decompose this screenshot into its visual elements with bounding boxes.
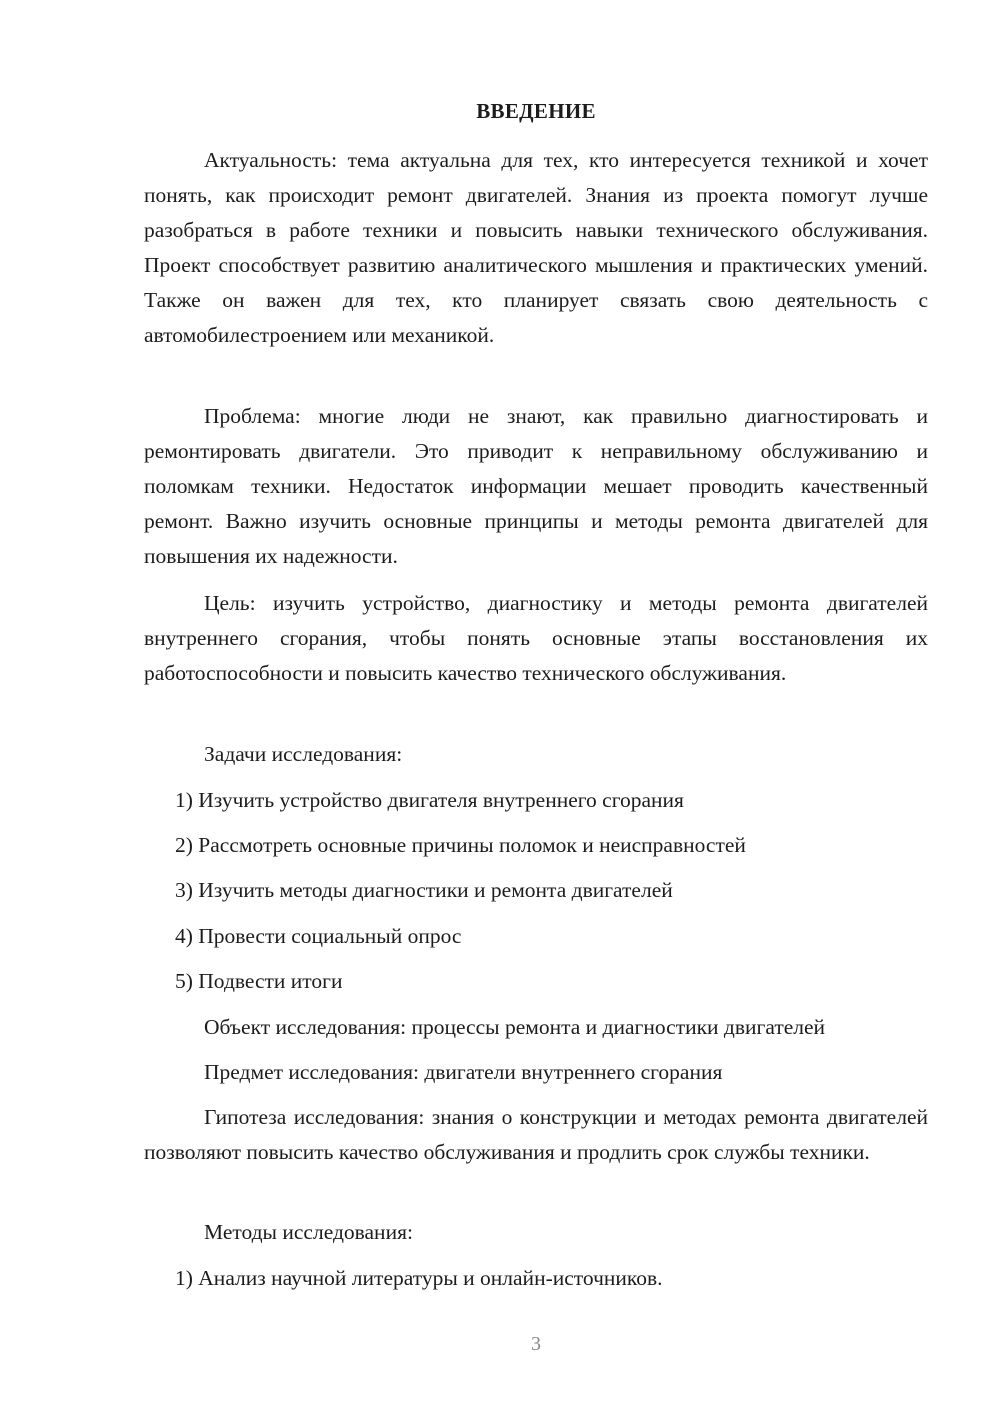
relevance-paragraph: Актуальность: тема актуальна для тех, кто интересуется техникой и хочет понять, как происходит ремонт двигателей. Знания из проекта помогут лучше разобраться в работе техники и повысить навыки технического обслуживания. Проект способствует развитию аналитического мышления и практических умений. Также он важен для тех, кто планирует связать свою деятельность с автомобилестроением или механикой. (144, 148, 928, 347)
method-item: 1) Анализ научной литературы и онлайн-источников. (175, 1266, 663, 1290)
task-item: 4) Провести социальный опрос (175, 924, 462, 948)
research-subject: Предмет исследования: двигатели внутреннего сгорания (204, 1060, 723, 1084)
problem-paragraph-block (144, 399, 928, 574)
tasks-heading: Задачи исследования: (204, 742, 403, 766)
methods-heading: Методы исследования: (204, 1220, 413, 1244)
hypothesis-paragraph: Гипотеза исследования: знания о конструкции и методах ремонта двигателей позволяют повысить качество обслуживания и продлить срок службы техники. (144, 1105, 928, 1164)
task-item: 1) Изучить устройство двигателя внутреннего сгорания (175, 788, 684, 812)
research-object: Объект исследования: процессы ремонта и диагностики двигателей (204, 1015, 826, 1039)
page-number: 3 (531, 1333, 541, 1355)
hypothesis-paragraph-block (144, 1100, 928, 1170)
task-item: 5) Подвести итоги (175, 969, 343, 993)
goal-paragraph: Цель: изучить устройство, диагностику и методы ремонта двигателей внутреннего сгорания, чтобы понять основные этапы восстановления их работоспособности и повысить качество технического обслуживания. (144, 591, 928, 685)
problem-paragraph: Проблема: многие люди не знают, как правильно диагностировать и ремонтировать двигатели. Это приводит к неправильному обслуживанию и поломкам техники. Недостаток информации мешает проводить качественный ремонт. Важно изучить основные принципы и методы ремонта двигателей для повышения их надежности. (144, 404, 928, 568)
page-title: ВВЕДЕНИЕ (476, 99, 596, 123)
relevance-paragraph-block (144, 143, 928, 353)
goal-paragraph-block (144, 586, 928, 691)
task-item: 3) Изучить методы диагностики и ремонта двигателей (175, 878, 673, 902)
task-item: 2) Рассмотреть основные причины поломок и неисправностей (175, 833, 746, 857)
